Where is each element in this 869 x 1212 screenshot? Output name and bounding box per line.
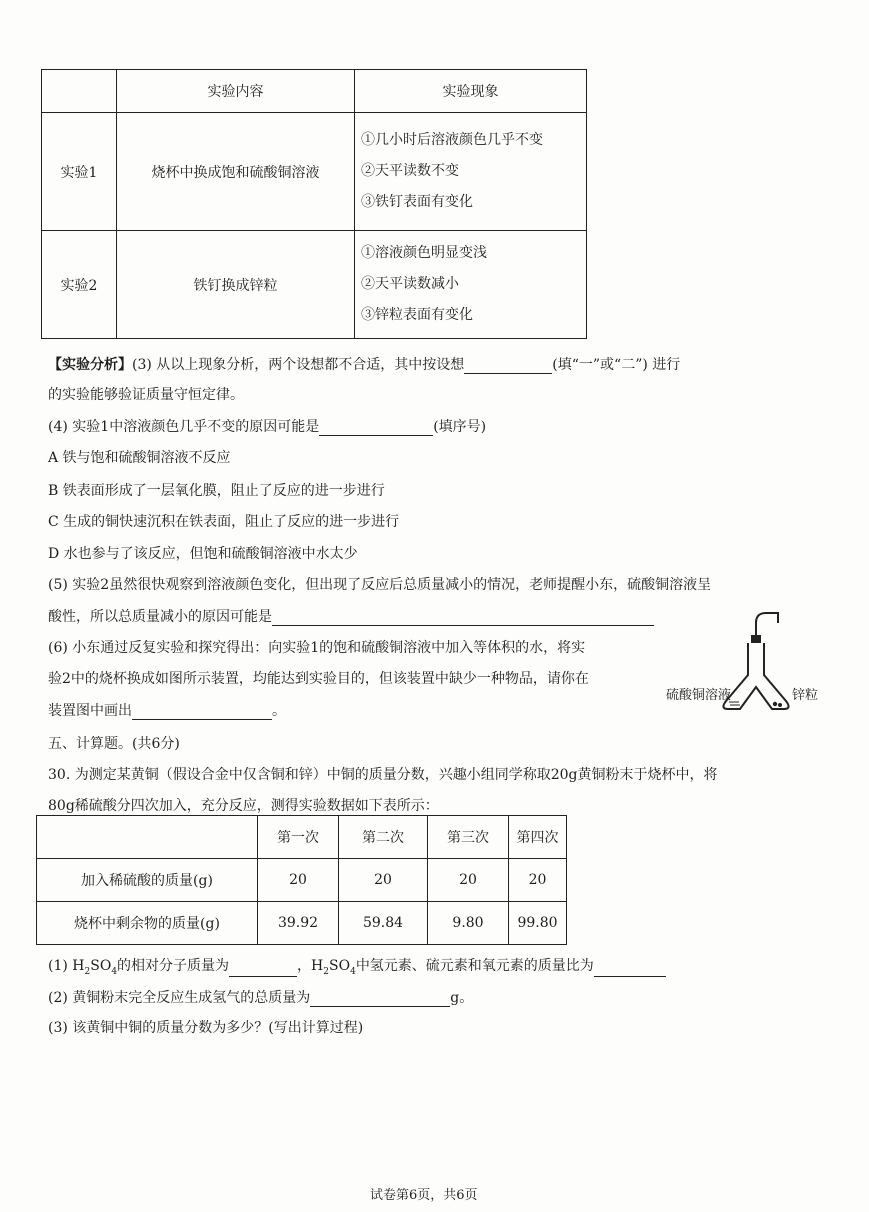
sub-question-2 — [48, 987, 473, 1007]
zinc-granule — [778, 703, 782, 707]
q4-text: (4) 实验1中溶液颜色几乎不变的原因可能是 — [48, 419, 320, 435]
sq1-text: (1) H — [48, 958, 85, 974]
phenomenon: ①溶液颜色明显变浅 — [361, 245, 487, 261]
data-table — [36, 815, 567, 945]
sq1-text: ，H — [297, 958, 324, 974]
sq1-text: 的相对分子质量为 — [117, 958, 230, 974]
stopper — [751, 635, 761, 643]
phenomenon: ②天平读数不变 — [361, 163, 459, 179]
answer-blank[interactable] — [319, 421, 433, 436]
q6-text: 装置图中画出 — [48, 703, 132, 719]
sq2-text: (2) 黄铜粉末完全反应生成氢气的总质量为 — [48, 990, 311, 1006]
answer-blank[interactable] — [594, 962, 666, 977]
table-row — [42, 113, 587, 231]
row-label: 实验1 — [42, 113, 117, 231]
answer-blank[interactable] — [132, 705, 272, 720]
header-phenomena: 实验现象 — [355, 70, 587, 113]
q6-end: 。 — [272, 703, 286, 719]
zinc-granule — [773, 702, 777, 706]
phenomenon: ③铁钉表面有变化 — [361, 194, 473, 210]
sub-question-1 — [48, 955, 666, 977]
q3-text: (3) 从以上现象分析，两个设想都不合适，其中按设想 — [132, 357, 465, 373]
figure-label-left: 硫酸铜溶液 — [666, 688, 732, 703]
phenomenon: ②天平读数减小 — [361, 276, 459, 292]
analysis-tag: 【实验分析】 — [48, 357, 132, 373]
page-footer: 试卷第6页，共6页 — [370, 1188, 478, 1203]
q3-line2: 的实验能够验证质量守恒定律。 — [48, 387, 244, 403]
question-6-line1: (6) 小东通过反复实验和探究得出：向实验1的饱和硫酸铜溶液中加入等体积的水，将实 — [48, 640, 586, 656]
question-5-line2 — [48, 606, 654, 626]
table-cell: 20 — [339, 859, 428, 902]
subscript: 2 — [323, 966, 329, 977]
table-row — [37, 859, 567, 902]
answer-blank[interactable] — [229, 962, 297, 977]
option-b: B 铁表面形成了一层氧化膜，阻止了反应的进一步进行 — [48, 483, 385, 499]
subscript: 2 — [84, 966, 91, 977]
row-content: 烧杯中换成饱和硫酸铜溶液 — [117, 113, 355, 231]
question-30-line1: 30. 为测定某黄铜（假设合金中仅含铜和锌）中铜的质量分数，兴趣小组同学称取20g黄铜粉末于烧杯中，将 — [48, 767, 718, 783]
q3-hint: (填“一”或“二”) 进行 — [552, 357, 681, 373]
y-tube — [723, 643, 788, 709]
question-6-line2: 验2中的烧杯换成如图所示装置，均能达到实验目的，但该装置中缺少一种物品，请你在 — [48, 671, 589, 687]
experiment-table — [41, 69, 587, 339]
header-content: 实验内容 — [117, 70, 355, 113]
question-3 — [48, 354, 680, 374]
figure-label-right: 锌粒 — [792, 688, 819, 703]
table-cell: 20 — [428, 859, 509, 902]
header-blank — [37, 816, 258, 859]
option-a: A 铁与饱和硫酸铜溶液不反应 — [48, 450, 231, 466]
header-cell: 第四次 — [509, 816, 567, 859]
row-phenomena — [355, 231, 587, 339]
table-cell: 9.80 — [428, 902, 509, 945]
row-label: 实验2 — [42, 231, 117, 339]
header-cell: 第三次 — [428, 816, 509, 859]
sq1-text: 中氢元素、硫元素和氧元素的质量比为 — [355, 958, 594, 974]
sq2-unit: g。 — [450, 990, 474, 1006]
table-cell: 39.92 — [258, 902, 339, 945]
header-blank — [42, 70, 117, 113]
option-d: D 水也参与了该反应，但饱和硫酸铜溶液中水太少 — [48, 546, 358, 562]
header-cell: 第二次 — [339, 816, 428, 859]
subscript: 4 — [111, 966, 118, 977]
answer-blank[interactable] — [464, 359, 552, 374]
question-30-line2: 80g稀硫酸分四次加入，充分反应，测得实验数据如下表所示： — [48, 798, 439, 814]
table-cell: 20 — [509, 859, 567, 902]
table-row — [42, 231, 587, 339]
question-5-line1: (5) 实验2虽然很快观察到溶液颜色变化，但出现了反应后总质量减小的情况，老师提醒小东，硫酸铜溶液呈 — [48, 577, 712, 593]
option-c: C 生成的铜快速沉积在铁表面，阻止了反应的进一步进行 — [48, 514, 400, 530]
phenomenon: ①几小时后溶液颜色几乎不变 — [361, 132, 543, 148]
delivery-tube — [756, 613, 778, 635]
answer-blank[interactable] — [310, 992, 450, 1007]
sq1-text: SO — [329, 958, 351, 974]
q4-hint: (填序号) — [433, 419, 487, 435]
sq1-text: SO — [90, 958, 112, 974]
sub-question-3: (3) 该黄铜中铜的质量分数为多少？(写出计算过程) — [48, 1020, 364, 1036]
subscript: 4 — [350, 966, 356, 977]
table-cell: 99.80 — [509, 902, 567, 945]
row-label: 烧杯中剩余物的质量(g) — [37, 902, 258, 945]
row-label: 加入稀硫酸的质量(g) — [37, 859, 258, 902]
q5-text: 酸性，所以总质量减小的原因可能是 — [48, 609, 272, 625]
header-cell: 第一次 — [258, 816, 339, 859]
table-cell: 59.84 — [339, 902, 428, 945]
phenomenon: ③锌粒表面有变化 — [361, 307, 473, 323]
question-4 — [48, 416, 486, 436]
answer-blank[interactable] — [272, 611, 654, 626]
row-content: 铁钉换成锌粒 — [117, 231, 355, 339]
table-cell: 20 — [258, 859, 339, 902]
table-row — [37, 902, 567, 945]
section-heading: 五、计算题。(共6分) — [48, 736, 180, 752]
row-phenomena — [355, 113, 587, 231]
question-6-line3 — [48, 700, 286, 720]
